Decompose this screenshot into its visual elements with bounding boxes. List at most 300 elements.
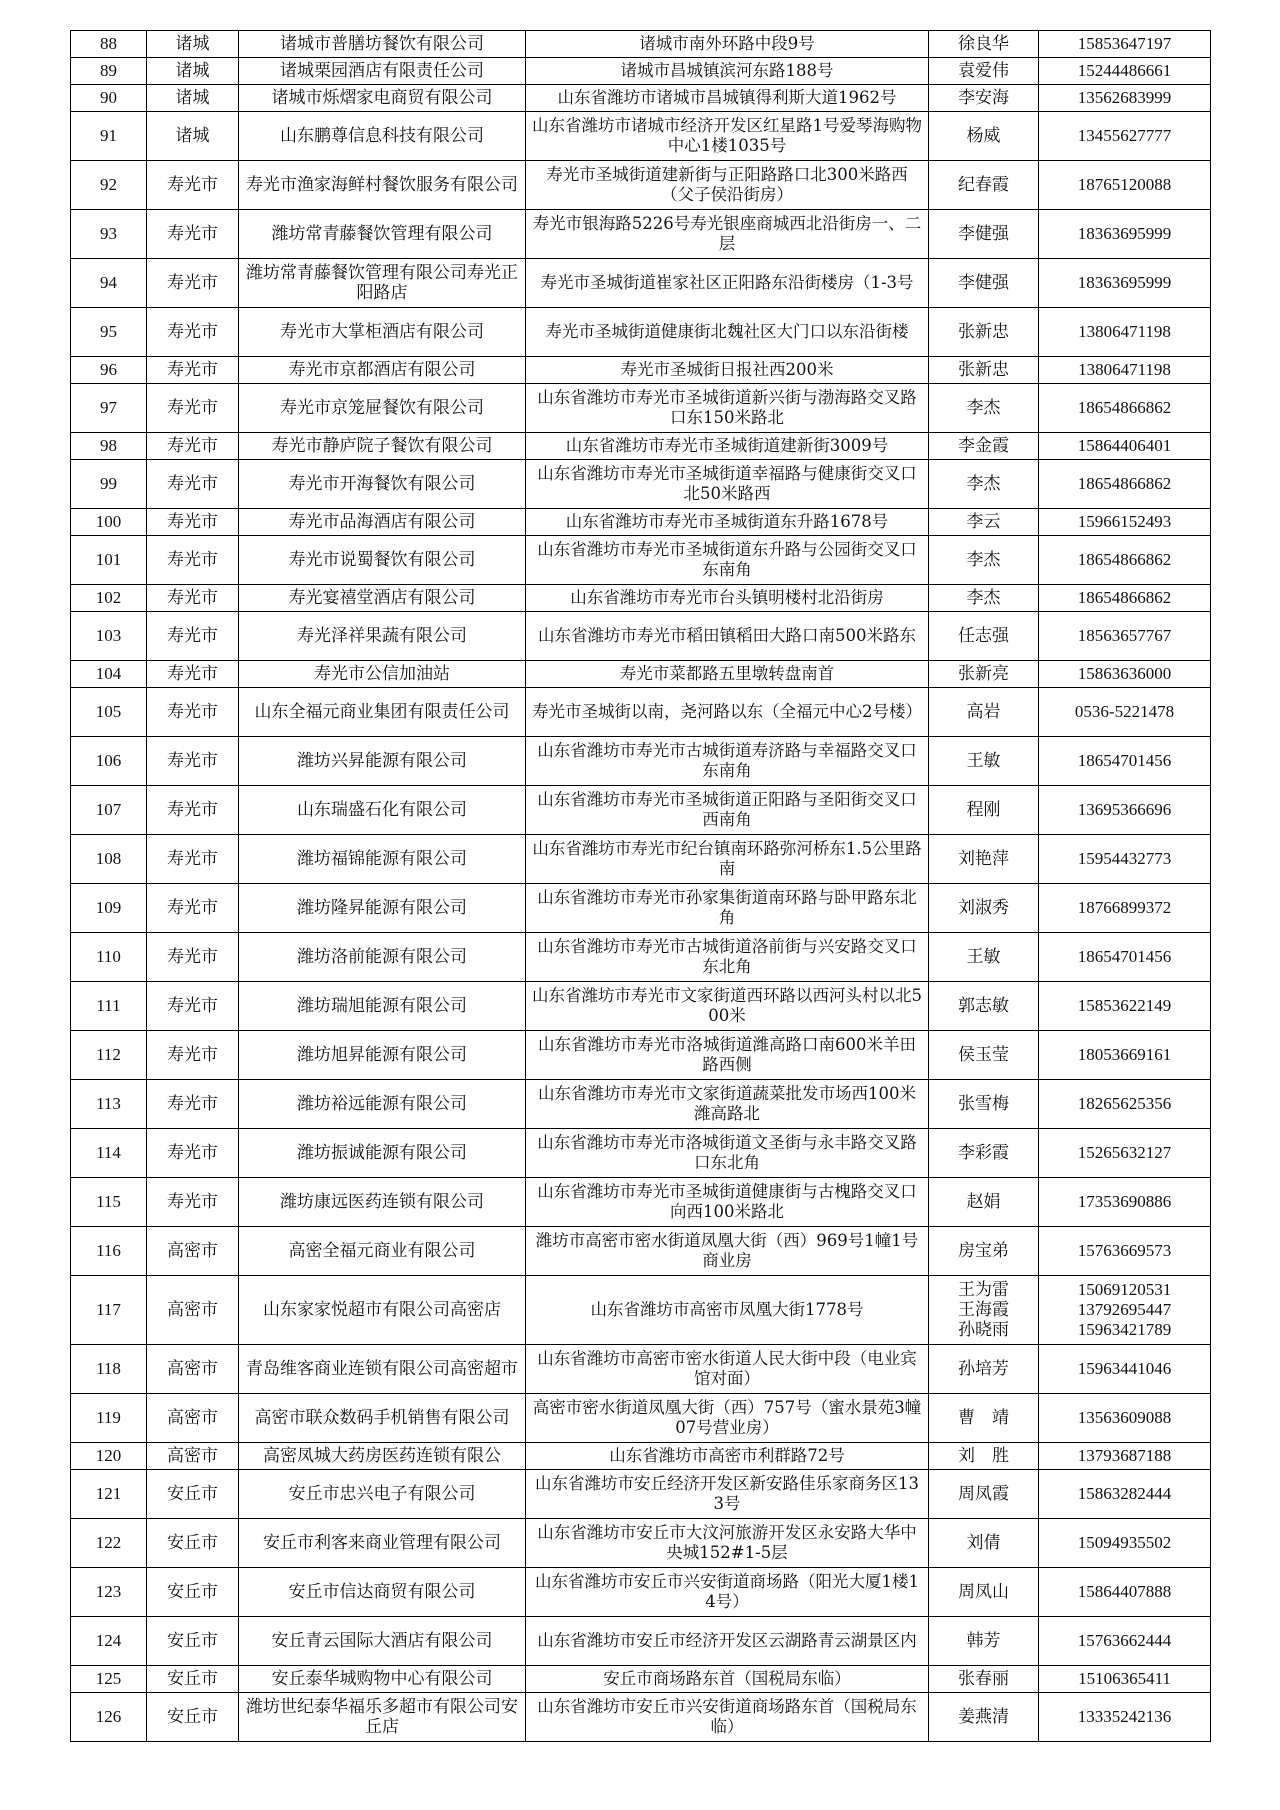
contact-person-cell xyxy=(929,1617,1039,1666)
address-cell: 山东省潍坊市安丘市经济开发区云湖路青云湖景区内 xyxy=(526,1617,929,1666)
city-cell: 诸城 xyxy=(147,85,239,112)
contact-person-name: 李杰 xyxy=(966,398,1001,418)
contact-person-name: 程刚 xyxy=(966,800,1001,820)
address-cell: 寿光市银海路5226号寿光银座商城西北沿街房一、二层 xyxy=(526,210,929,259)
table-row xyxy=(71,1276,1211,1345)
contact-person-cell xyxy=(929,612,1039,661)
contact-person-cell xyxy=(929,308,1039,357)
contact-person-name: 李健强 xyxy=(958,273,1009,293)
address-cell: 诸城市南外环路中段9号 xyxy=(526,31,929,58)
company-name-cell: 潍坊常青藤餐饮管理有限公司寿光正阳路店 xyxy=(239,259,526,308)
row-number-cell: 124 xyxy=(71,1617,147,1666)
phone-number: 18363695999 xyxy=(1077,273,1172,292)
company-name-cell: 寿光市京都酒店有限公司 xyxy=(239,357,526,384)
address-cell: 山东省潍坊市寿光市古城街道寿济路与幸福路交叉口东南角 xyxy=(526,737,929,786)
phone-number: 18265625356 xyxy=(1077,1094,1172,1113)
phone-cell xyxy=(1039,982,1211,1031)
contact-person-name: 张新忠 xyxy=(958,322,1009,342)
company-name-cell: 诸城栗园酒店有限责任公司 xyxy=(239,58,526,85)
contact-person-name: 曹 靖 xyxy=(958,1408,1009,1428)
phone-cell xyxy=(1039,786,1211,835)
city-cell: 寿光市 xyxy=(147,210,239,259)
address-cell: 山东省潍坊市高密市凤凰大街1778号 xyxy=(526,1276,929,1345)
phone-cell xyxy=(1039,58,1211,85)
address-cell: 山东省潍坊市高密市利群路72号 xyxy=(526,1443,929,1470)
row-number-cell: 119 xyxy=(71,1394,147,1443)
phone-number: 13455627777 xyxy=(1077,126,1172,145)
contact-person-name: 韩芳 xyxy=(966,1631,1001,1651)
phone-cell xyxy=(1039,1693,1211,1742)
contact-person-cell xyxy=(929,85,1039,112)
contact-person-cell xyxy=(929,1519,1039,1568)
row-number-cell: 111 xyxy=(71,982,147,1031)
phone-cell xyxy=(1039,112,1211,161)
phone-number: 18654866862 xyxy=(1077,550,1172,569)
city-cell: 高密市 xyxy=(147,1227,239,1276)
address-cell: 山东省潍坊市寿光市洛城街道潍高路口南600米羊田路西侧 xyxy=(526,1031,929,1080)
contact-person-cell xyxy=(929,357,1039,384)
table-row xyxy=(71,161,1211,210)
address-cell: 寿光市圣城街道崔家社区正阳路东沿街楼房（1-3号 xyxy=(526,259,929,308)
contact-person-name: 纪春霞 xyxy=(958,175,1009,195)
table-row xyxy=(71,384,1211,433)
contact-person-cell xyxy=(929,210,1039,259)
row-number-cell: 120 xyxy=(71,1443,147,1470)
city-cell: 寿光市 xyxy=(147,1178,239,1227)
company-name-cell: 山东鹏尊信息科技有限公司 xyxy=(239,112,526,161)
city-cell: 寿光市 xyxy=(147,1080,239,1129)
row-number-cell: 101 xyxy=(71,536,147,585)
company-name-cell: 潍坊隆昇能源有限公司 xyxy=(239,884,526,933)
contact-person-cell xyxy=(929,1276,1039,1345)
phone-cell xyxy=(1039,161,1211,210)
contact-person-name: 任志强 xyxy=(958,626,1009,646)
city-cell: 寿光市 xyxy=(147,982,239,1031)
phone-cell xyxy=(1039,460,1211,509)
address-cell: 安丘市商场路东首（国税局东临） xyxy=(526,1666,929,1693)
address-cell: 潍坊市高密市密水街道凤凰大街（西）969号1幢1号商业房 xyxy=(526,1227,929,1276)
row-number-cell: 109 xyxy=(71,884,147,933)
city-cell: 高密市 xyxy=(147,1276,239,1345)
phone-number: 15853647197 xyxy=(1077,34,1172,53)
address-cell: 山东省潍坊市寿光市古城街道洛前街与兴安路交叉口东北角 xyxy=(526,933,929,982)
contact-person-name: 刘倩 xyxy=(966,1533,1001,1553)
phone-number: 15244486661 xyxy=(1077,61,1172,80)
address-cell: 山东省潍坊市安丘市大汶河旅游开发区永安路大华中央城152#1-5层 xyxy=(526,1519,929,1568)
company-name-cell: 潍坊常青藤餐饮管理有限公司 xyxy=(239,210,526,259)
contact-person-name: 王海霞 xyxy=(958,1300,1009,1320)
phone-cell xyxy=(1039,384,1211,433)
phone-cell xyxy=(1039,509,1211,536)
row-number-cell: 98 xyxy=(71,433,147,460)
company-name-cell: 潍坊兴昇能源有限公司 xyxy=(239,737,526,786)
row-number-cell: 105 xyxy=(71,688,147,737)
phone-cell xyxy=(1039,688,1211,737)
phone-cell xyxy=(1039,737,1211,786)
phone-cell xyxy=(1039,1080,1211,1129)
table-row xyxy=(71,786,1211,835)
address-cell: 山东省潍坊市寿光市稻田镇稻田大路口南500米路东 xyxy=(526,612,929,661)
table-row xyxy=(71,460,1211,509)
address-cell: 山东省潍坊市寿光市圣城街道东升路与公园街交叉口东南角 xyxy=(526,536,929,585)
city-cell: 寿光市 xyxy=(147,357,239,384)
city-cell: 寿光市 xyxy=(147,259,239,308)
table-row xyxy=(71,982,1211,1031)
contact-person-name: 刘艳萍 xyxy=(958,849,1009,869)
city-cell: 寿光市 xyxy=(147,460,239,509)
phone-cell xyxy=(1039,1519,1211,1568)
company-name-cell: 诸城市烁熠家电商贸有限公司 xyxy=(239,85,526,112)
address-cell: 山东省潍坊市寿光市洛城街道文圣街与永丰路交叉路口东北角 xyxy=(526,1129,929,1178)
phone-cell xyxy=(1039,1568,1211,1617)
contact-person-cell xyxy=(929,460,1039,509)
phone-number: 15954432773 xyxy=(1077,849,1172,868)
table-row xyxy=(71,688,1211,737)
phone-number: 15069120531 xyxy=(1077,1280,1172,1299)
contact-person-cell xyxy=(929,1080,1039,1129)
row-number-cell: 89 xyxy=(71,58,147,85)
phone-cell xyxy=(1039,661,1211,688)
contact-person-name: 侯玉莹 xyxy=(958,1045,1009,1065)
contact-person-cell xyxy=(929,786,1039,835)
company-name-cell: 潍坊振诚能源有限公司 xyxy=(239,1129,526,1178)
address-cell: 山东省潍坊市寿光市圣城街道正阳路与圣阳街交叉口西南角 xyxy=(526,786,929,835)
contact-person-name: 李杰 xyxy=(966,588,1001,608)
row-number-cell: 100 xyxy=(71,509,147,536)
table-row xyxy=(71,433,1211,460)
phone-number: 13806471198 xyxy=(1078,322,1171,341)
phone-cell xyxy=(1039,884,1211,933)
contact-person-cell xyxy=(929,1227,1039,1276)
city-cell: 寿光市 xyxy=(147,161,239,210)
contact-person-name: 徐良华 xyxy=(958,34,1009,54)
phone-cell xyxy=(1039,1394,1211,1443)
contact-person-name: 周凤山 xyxy=(958,1582,1009,1602)
address-cell: 山东省潍坊市安丘市兴安街道商场路东首（国税局东临） xyxy=(526,1693,929,1742)
city-cell: 寿光市 xyxy=(147,661,239,688)
table-row xyxy=(71,112,1211,161)
phone-cell xyxy=(1039,31,1211,58)
address-cell: 寿光市圣城街道建新街与正阳路路口北300米路西（父子侯沿街房） xyxy=(526,161,929,210)
table-row xyxy=(71,31,1211,58)
phone-cell xyxy=(1039,1443,1211,1470)
address-cell: 寿光市菜都路五里墩转盘南首 xyxy=(526,661,929,688)
contact-person-cell xyxy=(929,259,1039,308)
company-name-cell: 青岛维客商业连锁有限公司高密超市 xyxy=(239,1345,526,1394)
phone-cell xyxy=(1039,433,1211,460)
city-cell: 寿光市 xyxy=(147,688,239,737)
phone-number: 13695366696 xyxy=(1077,800,1172,819)
table-row xyxy=(71,1568,1211,1617)
phone-cell xyxy=(1039,1276,1211,1345)
row-number-cell: 108 xyxy=(71,835,147,884)
company-name-cell: 山东全福元商业集团有限责任公司 xyxy=(239,688,526,737)
contact-person-cell xyxy=(929,1031,1039,1080)
contact-person-cell xyxy=(929,688,1039,737)
contact-person-cell xyxy=(929,509,1039,536)
company-name-cell: 安丘市利客来商业管理有限公司 xyxy=(239,1519,526,1568)
city-cell: 高密市 xyxy=(147,1443,239,1470)
address-cell: 高密市密水街道凤凰大街（西）757号（蜜水景苑3幢07号营业房） xyxy=(526,1394,929,1443)
company-name-cell: 寿光市京笼屉餐饮有限公司 xyxy=(239,384,526,433)
company-name-cell: 潍坊瑞旭能源有限公司 xyxy=(239,982,526,1031)
contact-person-cell xyxy=(929,737,1039,786)
phone-number: 18654866862 xyxy=(1077,588,1172,607)
contact-person-name: 孙晓雨 xyxy=(958,1320,1009,1340)
company-name-cell: 寿光市大掌柜酒店有限公司 xyxy=(239,308,526,357)
contact-person-name: 李彩霞 xyxy=(958,1143,1009,1163)
table-row xyxy=(71,308,1211,357)
company-name-cell: 寿光市静庐院子餐饮有限公司 xyxy=(239,433,526,460)
city-cell: 安丘市 xyxy=(147,1568,239,1617)
row-number-cell: 117 xyxy=(71,1276,147,1345)
phone-number: 15106365411 xyxy=(1078,1669,1171,1688)
contact-person-cell xyxy=(929,433,1039,460)
address-cell: 寿光市圣城街道健康街北魏社区大门口以东沿街楼 xyxy=(526,308,929,357)
row-number-cell: 121 xyxy=(71,1470,147,1519)
address-cell: 山东省潍坊市寿光市圣城街道建新街3009号 xyxy=(526,433,929,460)
company-name-cell: 安丘青云国际大酒店有限公司 xyxy=(239,1617,526,1666)
address-cell: 山东省潍坊市寿光市圣城街道新兴街与渤海路交叉路口东150米路北 xyxy=(526,384,929,433)
contact-person-name: 李金霞 xyxy=(958,436,1009,456)
phone-cell xyxy=(1039,835,1211,884)
phone-number: 18363695999 xyxy=(1077,224,1172,243)
address-cell: 山东省潍坊市高密市密水街道人民大街中段（电业宾馆对面） xyxy=(526,1345,929,1394)
table-row xyxy=(71,585,1211,612)
table-row xyxy=(71,737,1211,786)
contact-person-name: 赵娟 xyxy=(966,1192,1001,1212)
contact-person-name: 杨威 xyxy=(966,126,1001,146)
company-name-cell: 山东瑞盛石化有限公司 xyxy=(239,786,526,835)
row-number-cell: 88 xyxy=(71,31,147,58)
phone-number: 15763669573 xyxy=(1077,1241,1172,1260)
table-row xyxy=(71,85,1211,112)
row-number-cell: 116 xyxy=(71,1227,147,1276)
city-cell: 寿光市 xyxy=(147,933,239,982)
city-cell: 寿光市 xyxy=(147,786,239,835)
address-cell: 山东省潍坊市诸城市经济开发区红星路1号爱琴海购物中心1楼1035号 xyxy=(526,112,929,161)
city-cell: 安丘市 xyxy=(147,1693,239,1742)
contact-person-name: 李安海 xyxy=(958,88,1009,108)
row-number-cell: 96 xyxy=(71,357,147,384)
city-cell: 寿光市 xyxy=(147,384,239,433)
merchant-table xyxy=(70,30,1211,1742)
phone-cell xyxy=(1039,1617,1211,1666)
city-cell: 寿光市 xyxy=(147,585,239,612)
table-row xyxy=(71,1519,1211,1568)
table-row xyxy=(71,357,1211,384)
phone-number: 15864406401 xyxy=(1077,436,1172,455)
company-name-cell: 寿光市说蜀餐饮有限公司 xyxy=(239,536,526,585)
phone-number: 15963421789 xyxy=(1077,1320,1172,1339)
contact-person-name: 张新忠 xyxy=(958,360,1009,380)
city-cell: 安丘市 xyxy=(147,1519,239,1568)
row-number-cell: 90 xyxy=(71,85,147,112)
phone-number: 13792695447 xyxy=(1077,1300,1172,1319)
phone-number: 13806471198 xyxy=(1078,360,1171,379)
contact-person-cell xyxy=(929,1568,1039,1617)
table-row xyxy=(71,1394,1211,1443)
phone-number: 0536-5221478 xyxy=(1074,702,1175,721)
contact-person-cell xyxy=(929,884,1039,933)
contact-person-name: 王敏 xyxy=(966,751,1001,771)
row-number-cell: 104 xyxy=(71,661,147,688)
company-name-cell: 诸城市普膳坊餐饮有限公司 xyxy=(239,31,526,58)
city-cell: 寿光市 xyxy=(147,536,239,585)
row-number-cell: 91 xyxy=(71,112,147,161)
contact-person-cell xyxy=(929,835,1039,884)
row-number-cell: 106 xyxy=(71,737,147,786)
contact-person-name: 张新亮 xyxy=(958,664,1009,684)
contact-person-name: 郭志敏 xyxy=(958,996,1009,1016)
company-name-cell: 潍坊世纪泰华福乐多超市有限公司安丘店 xyxy=(239,1693,526,1742)
phone-cell xyxy=(1039,612,1211,661)
phone-cell xyxy=(1039,1666,1211,1693)
phone-number: 15963441046 xyxy=(1077,1359,1172,1378)
phone-number: 18654866862 xyxy=(1077,474,1172,493)
address-cell: 山东省潍坊市寿光市圣城街道东升路1678号 xyxy=(526,509,929,536)
company-name-cell: 寿光市开海餐饮有限公司 xyxy=(239,460,526,509)
city-cell: 高密市 xyxy=(147,1394,239,1443)
contact-person-cell xyxy=(929,161,1039,210)
row-number-cell: 115 xyxy=(71,1178,147,1227)
address-cell: 山东省潍坊市寿光市文家街道西环路以西河头村以北500米 xyxy=(526,982,929,1031)
company-name-cell: 山东家家悦超市有限公司高密店 xyxy=(239,1276,526,1345)
contact-person-cell xyxy=(929,384,1039,433)
contact-person-name: 高岩 xyxy=(966,702,1001,722)
table-row xyxy=(71,1666,1211,1693)
company-name-cell: 高密市联众数码手机销售有限公司 xyxy=(239,1394,526,1443)
address-cell: 诸城市昌城镇滨河东路188号 xyxy=(526,58,929,85)
city-cell: 寿光市 xyxy=(147,835,239,884)
contact-person-cell xyxy=(929,31,1039,58)
city-cell: 高密市 xyxy=(147,1345,239,1394)
address-cell: 山东省潍坊市寿光市孙家集街道南环路与卧甲路东北角 xyxy=(526,884,929,933)
city-cell: 诸城 xyxy=(147,112,239,161)
contact-person-cell xyxy=(929,933,1039,982)
contact-person-cell xyxy=(929,1394,1039,1443)
company-name-cell: 安丘市忠兴电子有限公司 xyxy=(239,1470,526,1519)
address-cell: 山东省潍坊市寿光市台头镇明楼村北沿街房 xyxy=(526,585,929,612)
row-number-cell: 113 xyxy=(71,1080,147,1129)
contact-person-name: 王敏 xyxy=(966,947,1001,967)
table-row xyxy=(71,1345,1211,1394)
table-row xyxy=(71,835,1211,884)
city-cell: 诸城 xyxy=(147,31,239,58)
phone-number: 13793687188 xyxy=(1077,1446,1172,1465)
address-cell: 山东省潍坊市安丘市兴安街道商场路（阳光大厦1楼14号） xyxy=(526,1568,929,1617)
row-number-cell: 107 xyxy=(71,786,147,835)
contact-person-name: 房宝弟 xyxy=(958,1241,1009,1261)
row-number-cell: 114 xyxy=(71,1129,147,1178)
company-name-cell: 高密全福元商业有限公司 xyxy=(239,1227,526,1276)
table-row xyxy=(71,661,1211,688)
row-number-cell: 95 xyxy=(71,308,147,357)
phone-cell xyxy=(1039,1470,1211,1519)
phone-cell xyxy=(1039,1129,1211,1178)
company-name-cell: 潍坊康远医药连锁有限公司 xyxy=(239,1178,526,1227)
contact-person-cell xyxy=(929,661,1039,688)
phone-cell xyxy=(1039,536,1211,585)
contact-person-cell xyxy=(929,112,1039,161)
contact-person-name: 刘 胜 xyxy=(958,1446,1009,1466)
phone-cell xyxy=(1039,1227,1211,1276)
contact-person-name: 袁爱伟 xyxy=(958,61,1009,81)
company-name-cell: 寿光市品海酒店有限公司 xyxy=(239,509,526,536)
address-cell: 山东省潍坊市寿光市圣城街道幸福路与健康街交叉口北50米路西 xyxy=(526,460,929,509)
contact-person-cell xyxy=(929,58,1039,85)
phone-cell xyxy=(1039,85,1211,112)
contact-person-name: 刘淑秀 xyxy=(958,898,1009,918)
contact-person-cell xyxy=(929,1666,1039,1693)
contact-person-name: 张春丽 xyxy=(958,1669,1009,1689)
table-row xyxy=(71,1031,1211,1080)
city-cell: 寿光市 xyxy=(147,612,239,661)
table-row xyxy=(71,1470,1211,1519)
contact-person-name: 张雪梅 xyxy=(958,1094,1009,1114)
table-row xyxy=(71,1129,1211,1178)
row-number-cell: 112 xyxy=(71,1031,147,1080)
city-cell: 寿光市 xyxy=(147,1031,239,1080)
phone-number: 18654701456 xyxy=(1077,751,1172,770)
contact-person-name: 王为雷 xyxy=(958,1280,1009,1300)
row-number-cell: 103 xyxy=(71,612,147,661)
row-number-cell: 125 xyxy=(71,1666,147,1693)
phone-number: 15966152493 xyxy=(1077,512,1172,531)
contact-person-cell xyxy=(929,982,1039,1031)
row-number-cell: 122 xyxy=(71,1519,147,1568)
contact-person-name: 李杰 xyxy=(966,550,1001,570)
phone-cell xyxy=(1039,357,1211,384)
city-cell: 寿光市 xyxy=(147,884,239,933)
city-cell: 寿光市 xyxy=(147,737,239,786)
contact-person-cell xyxy=(929,1129,1039,1178)
table-row xyxy=(71,259,1211,308)
company-name-cell: 潍坊裕远能源有限公司 xyxy=(239,1080,526,1129)
contact-person-name: 李杰 xyxy=(966,474,1001,494)
company-name-cell: 寿光宴禧堂酒店有限公司 xyxy=(239,585,526,612)
phone-number: 15853622149 xyxy=(1077,996,1172,1015)
contact-person-cell xyxy=(929,1178,1039,1227)
phone-number: 18654701456 xyxy=(1077,947,1172,966)
row-number-cell: 126 xyxy=(71,1693,147,1742)
contact-person-name: 李健强 xyxy=(958,224,1009,244)
city-cell: 寿光市 xyxy=(147,308,239,357)
phone-cell xyxy=(1039,210,1211,259)
row-number-cell: 118 xyxy=(71,1345,147,1394)
company-name-cell: 安丘泰华城购物中心有限公司 xyxy=(239,1666,526,1693)
table-row xyxy=(71,536,1211,585)
table-row xyxy=(71,1227,1211,1276)
address-cell: 山东省潍坊市寿光市纪台镇南环路弥河桥东1.5公里路南 xyxy=(526,835,929,884)
phone-number: 15094935502 xyxy=(1077,1533,1172,1552)
table-row xyxy=(71,509,1211,536)
contact-person-name: 李云 xyxy=(966,512,1001,532)
phone-number: 18654866862 xyxy=(1077,398,1172,417)
row-number-cell: 123 xyxy=(71,1568,147,1617)
company-name-cell: 高密凤城大药房医药连锁有限公 xyxy=(239,1443,526,1470)
contact-person-cell xyxy=(929,1443,1039,1470)
phone-cell xyxy=(1039,1031,1211,1080)
phone-number: 18766899372 xyxy=(1077,898,1172,917)
phone-number: 15863636000 xyxy=(1077,664,1172,683)
row-number-cell: 92 xyxy=(71,161,147,210)
phone-number: 18053669161 xyxy=(1077,1045,1172,1064)
table-row xyxy=(71,1693,1211,1742)
phone-cell xyxy=(1039,308,1211,357)
company-name-cell: 潍坊洛前能源有限公司 xyxy=(239,933,526,982)
phone-number: 15864407888 xyxy=(1077,1582,1172,1601)
